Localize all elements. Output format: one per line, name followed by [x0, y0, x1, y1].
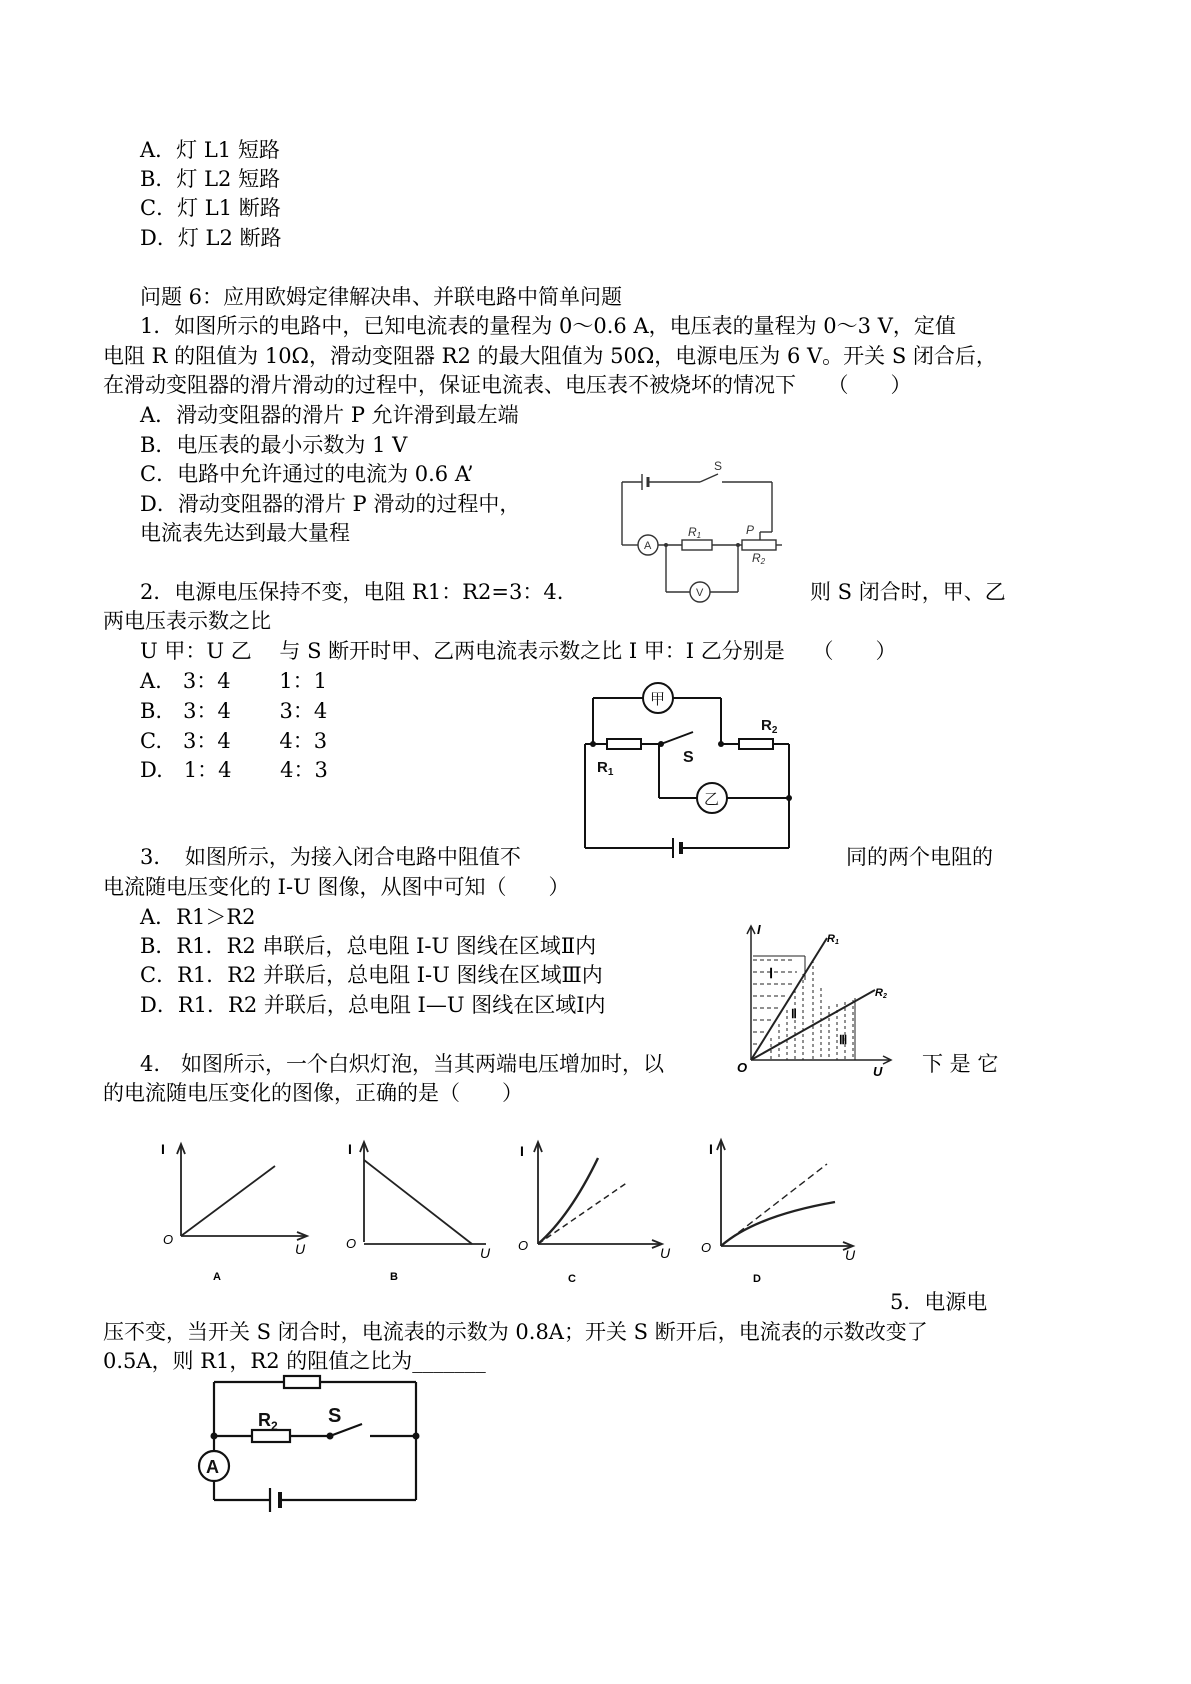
q1-stem-line3: 在滑动变阻器的滑片滑动的过程中，保证电流表、电压表不被烧坏的情况下 （ ）	[103, 373, 912, 397]
q4-graph-c	[510, 1130, 680, 1290]
q4-graph-a-i: I	[161, 1141, 165, 1157]
q1-circuit-diagram	[600, 460, 800, 620]
option-a-prev: A．灯 L1 短路	[140, 138, 280, 162]
q1-fig-label-a: A	[644, 540, 652, 552]
q4-graph-a-o: O	[163, 1232, 174, 1247]
q1-option-a: A．滑动变阻器的滑片 P 允许滑到最左端	[140, 403, 519, 427]
q1-fig-label-r1-sub: 1	[696, 531, 702, 540]
q4-graph-d-i: I	[709, 1141, 713, 1157]
option-c-prev: C．灯 L1 断路	[140, 196, 281, 220]
q4-graph-a-u: U	[295, 1241, 306, 1257]
q2-fig-label-s: S	[683, 749, 694, 766]
q5-circuit-diagram	[190, 1370, 430, 1515]
q4-graph-b	[340, 1130, 510, 1290]
q3-line-label-r2-sub: 2	[882, 993, 887, 1000]
q5-fig-label-a: A	[206, 1457, 219, 1477]
q3-line-label-r1-sub: 1	[834, 939, 839, 946]
q1-option-d: D．滑动变阻器的滑片 P 滑动的过程中，	[140, 492, 521, 516]
q4-graph-c-i: I	[520, 1143, 524, 1159]
svg-text:R1	[688, 525, 701, 540]
q3-zone-label-1: Ⅰ	[769, 965, 774, 981]
q4-graph-d-u: U	[845, 1247, 856, 1263]
q4-graph-b-caption: B	[390, 1271, 398, 1283]
q3-option-b: B．R1．R2 串联后，总电阻 I-U 图线在区域Ⅱ内	[140, 934, 597, 958]
q5-stem-line3: 0.5A，则 R1，R2 的阻值之比为_______	[103, 1349, 486, 1373]
q3-option-d: D．R1．R2 并联后，总电阻 I—U 图线在区域Ⅰ内	[140, 993, 606, 1017]
q4-graph-c-o: O	[518, 1238, 529, 1253]
section-title: 问题 6：应用欧姆定律解决串、并联电路中简单问题	[140, 285, 623, 309]
svg-text:R2	[258, 1410, 278, 1433]
q3-iu-graph	[735, 920, 895, 1080]
q1-fig-label-r2-sub: 2	[760, 557, 766, 566]
q2-option-d: D. 1：4 4：3	[140, 758, 328, 782]
q3-option-c: C．R1．R2 并联后，总电阻 I-U 图线在区域Ⅲ内	[140, 963, 603, 987]
q4-graph-b-i: I	[348, 1141, 352, 1157]
q2-stem-line1-right: 则 S 闭合时，甲、乙	[810, 580, 1006, 604]
q5-stem-line1-right: 5．电源电	[890, 1290, 988, 1314]
q3-stem-line1-left: 3． 如图所示，为接入闭合电路中阻值不	[140, 845, 521, 869]
q5-fig-label-r2: R	[258, 1410, 271, 1430]
option-b-prev: B．灯 L2 短路	[140, 167, 281, 191]
svg-text:R1	[827, 933, 839, 946]
q2-fig-label-r2-sub: 2	[771, 725, 778, 736]
q2-fig-label-yi: 乙	[704, 791, 720, 808]
q4-stem-line1-left: 4. 如图所示，一个白炽灯泡，当其两端电压增加时，以	[140, 1052, 665, 1076]
q5-fig-label-s: S	[328, 1405, 342, 1427]
q4-graph-b-u: U	[480, 1245, 491, 1261]
q1-stem-line2: 电阻 R 的阻值为 10Ω，滑动变阻器 R2 的最大阻值为 50Ω，电源电压为 6 V。开关 S 闭合后，	[103, 344, 997, 368]
q1-option-b: B．电压表的最小示数为 1 V	[140, 433, 408, 457]
q4-graph-a	[155, 1130, 325, 1290]
q3-line-label-r2: R	[875, 987, 883, 999]
q3-stem-line2: 电流随电压变化的 I-U 图像，从图中可知（ ）	[103, 875, 570, 899]
q4-stem-line1-right: 下 是 它	[922, 1052, 999, 1076]
q4-graph-c-u: U	[660, 1245, 671, 1261]
q1-fig-label-r1: R	[688, 525, 697, 539]
svg-text:R2	[752, 551, 766, 566]
q1-fig-label-p: P	[746, 523, 755, 537]
q3-zone-label-3: Ⅲ	[839, 1033, 848, 1047]
q2-option-c: C. 3：4 4：3	[140, 729, 328, 753]
q4-stem-line2: 的电流随电压变化的图像，正确的是（ ）	[103, 1081, 523, 1105]
q2-stem-line1-left: 2．电源电压保持不变，电阻 R1：R2=3：4.	[140, 580, 564, 604]
q2-option-a: A. 3：4 1：1	[140, 669, 327, 693]
q1-option-c: C．电路中允许通过的电流为 0.6 A’	[140, 462, 474, 486]
q4-graph-c-caption: C	[568, 1273, 576, 1285]
q4-graph-d	[695, 1130, 870, 1290]
q2-fig-label-jia: 甲	[650, 691, 666, 708]
q4-graph-d-o: O	[701, 1240, 712, 1255]
q3-axis-label-u: U	[873, 1064, 883, 1079]
q4-graph-b-o: O	[346, 1236, 357, 1251]
svg-text:R2	[875, 987, 887, 1000]
q2-fig-label-r1: R	[597, 759, 608, 776]
q5-stem-line2: 压不变，当开关 S 闭合时，电流表的示数为 0.8A；开关 S 断开后，电流表的示数改变了	[103, 1320, 928, 1344]
q5-fig-label-r2-sub: 2	[271, 1419, 278, 1433]
q1-stem-line1: 1．如图所示的电路中，已知电流表的量程为 0～0.6 A，电压表的量程为 0～3 V，定值	[140, 314, 956, 338]
q2-option-b: B. 3：4 3：4	[140, 699, 328, 723]
option-d-prev: D．灯 L2 断路	[140, 226, 282, 250]
q3-stem-line1-right: 同的两个电阻的	[846, 845, 993, 869]
q2-fig-label-r1-sub: 1	[607, 767, 614, 778]
q1-fig-label-r2: R	[752, 551, 761, 565]
q1-option-d-cont: 电流表先达到最大量程	[140, 521, 350, 545]
q1-fig-label-s: S	[714, 459, 723, 473]
q3-axis-label-o: O	[737, 1060, 748, 1075]
q3-axis-label-i: I	[757, 922, 761, 937]
q4-graph-d-caption: D	[753, 1273, 761, 1285]
q2-fig-label-r2: R	[761, 717, 772, 734]
q3-zone-label-2: Ⅱ	[791, 1007, 797, 1021]
q3-option-a: A．R1＞R2	[140, 905, 256, 929]
q1-fig-label-v: V	[696, 587, 704, 599]
q3-line-label-r1: R	[827, 933, 835, 945]
svg-text:R1	[597, 759, 614, 778]
q2-stem-line3: U 甲：U 乙 与 S 断开时甲、乙两电流表示数之比 I 甲：I 乙分别是 （ ）	[140, 639, 897, 663]
q4-graph-a-caption: A	[213, 1271, 221, 1283]
q2-stem-line2: 两电压表示数之比	[103, 609, 271, 633]
q2-circuit-diagram	[575, 680, 805, 860]
svg-text:R2	[761, 717, 778, 736]
